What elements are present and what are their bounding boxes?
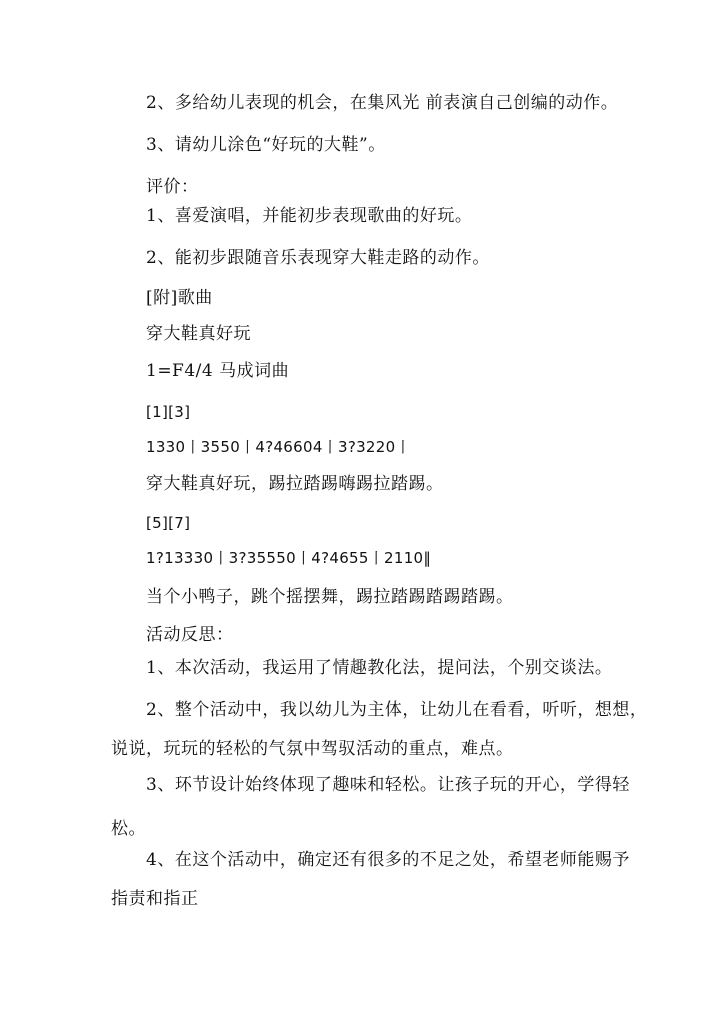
lyrics-line-2: 当个小鸭子，跳个摇摆舞，踢拉踏踢踏踢踏踢。 [146,587,514,607]
text-line-2: 3、请幼儿涂色“好玩的大鞋”。 [146,135,386,155]
text-line-5: 2、能初步跟随音乐表现穿大鞋走路的动作。 [146,248,490,268]
text-line-21: 4、在这个活动中，确定还有很多的不足之处，希望老师能赐予 [146,850,630,870]
text-line-20: 松。 [111,819,146,839]
text-line-22: 指责和指正 [111,889,199,909]
lyrics-line-1: 穿大鞋真好玩，踢拉踏踢嗨踢拉踏踢。 [146,474,444,494]
text-line-4: 1、喜爱演唱，并能初步表现歌曲的好玩。 [146,206,473,226]
text-line-16: 1、本次活动，我运用了情趣教化法，提问法，个别交谈法。 [146,658,613,678]
song-title: 穿大鞋真好玩 [146,324,251,344]
text-line-1: 2、多给幼儿表现的机会，在集风光 前表演自己创编的动作。 [146,93,619,113]
song-key-credit: 1=F4/4 马成词曲 [146,361,290,381]
appendix-heading: [附]歌曲 [146,288,213,308]
text-line-17: 2、整个活动中，我以幼儿为主体，让幼儿在看看，听听，想想， [146,700,648,720]
score-line-2: 1?13330丨3?35550丨4?4655丨2110‖ [146,549,432,567]
measure-marker-1: [1][3] [146,403,191,421]
section-heading-evaluation: 评价： [146,177,199,197]
section-heading-reflection: 活动反思： [146,625,234,645]
measure-marker-2: [5][7] [146,514,191,532]
text-line-19: 3、环节设计始终体现了趣味和轻松。让孩子玩的开心，学得轻 [146,775,630,795]
score-line-1: 1330丨3550丨4?46604丨3?3220丨 [146,438,411,456]
text-line-18: 说说，玩玩的轻松的气氛中驾驭活动的重点，难点。 [111,739,514,759]
